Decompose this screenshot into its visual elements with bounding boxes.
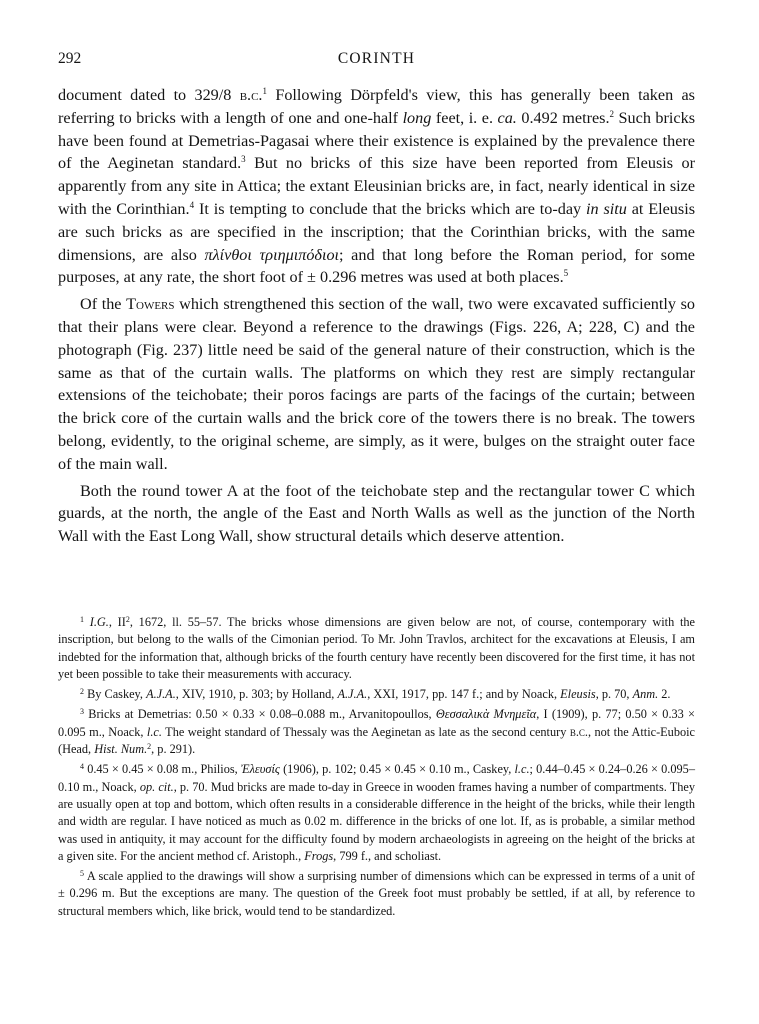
footnote-ref-4: 4 [189,199,195,210]
footnote-4: $^4$ 0.45 × 0.45 × 0.08 m., Philios, Ἐλευσίς (1906), p. 102; 0.45 × 0.45 × 0.10 m., Caskey, l.c.; 0.44–0.45 × 0.24–0.26 × 0.095–0.10 m., Noack, op. cit., p. 70. Mud bricks are made to-day in Greece in wooden frames having a number of compartments. They are usually open at top and bottom, which often results in a considerable difference in the height of the bricks, while their length and width are regular. I have noticed as much as 0.02 m. difference in the bricks of one lot. If, as is probable, a similar method was used in antiquity, it may account for the difficulty found by modern archaeologists in agreeing on the height of the bricks at a given site. For the ancient method cf. Aristoph., Frogs, 799 f., and scholiast. [58,762,695,863]
paragraph-2: Of the Towers which strengthened this section of the wall, two were excavated sufficiently so that their plans were clear. Beyond a reference to the drawings (Figs. 226, A; 228, C) and the photograph (Fig. 237) little need be said of the general nature of their construction, which is the same as that of the curtain walls. The platforms on which they rest are simply rectangular extensions of the teichobate; their poros facings are parts of the facings of the curtain; between the brick core of the curtain walls and the brick core of the towers there is no break. The towers belong, evidently, to the original scheme, are simply, as it were, bulges on the straight outer face of the main wall. [58,295,695,473]
footnote-5: $^5$ A scale applied to the drawings will show a surprising number of dimensions which can be expressed in terms of a unit of ± 0.296 m. But the exceptions are many. The question of the Greek foot must probably be settled, if at all, by reference to structural members which, like brick, would tend to be standardized. [58,869,695,918]
page-number: 292 [58,50,82,67]
page-header [58,50,695,72]
footnote-ref-2: 2 [609,108,615,119]
greek-phrase: πλίνθοι τριημιπόδιοι [204,245,340,264]
paragraph-3: Both the round tower A at the foot of the teichobate step and the rectangular tower C which guards, at the north, the angle of the East and North Walls as well as the junction of the North Wall with the East Long Wall, show structural details which deserve attention. [58,481,695,546]
footnote-3: $^3$ Bricks at Demetrias: 0.50 × 0.33 × 0.08–0.088 m., Arvanitopoullos, Θεσσαλικὰ Μνημεῖα, I (1909), p. 77; 0.50 × 0.33 × 0.095 m., Noack, l.c. The weight standard of Thessaly was the Aeginetan as late as the second century b.c., not the Attic-Euboic (Head, Hist. Num.$^2$, p. 291). [58,707,695,757]
footnote-1: $^1$ I.G., $II^2$, 1672, ll. 55–57. The bricks whose dimensions are given below are not, of course, contemporary with the inscription, but belong to the walls of the Cimonian period. To Mr. John Travlos, architect for the excavations at Eleusis, I am indebted for the information that, although bricks of the fourth century have recently been discovered for the first time, it has not yet been possible to take their measurements with accuracy. [58,615,695,681]
body-text [58,84,695,552]
footnote-ref-1: 1 [262,86,267,96]
footnote-2: $^2$ By Caskey, A.J.A., XIV, 1910, p. 303; by Holland, A.J.A., XXI, 1917, pp. 147 f.; and by Noack, Eleusis, p. 70, Anm. 2. [80,687,671,702]
running-head: CORINTH [337,50,416,67]
paragraph-1: document dated to 329/8 b.c.$^1$ Following Dörpfeld's view, this has generally been taken as referring to bricks with a length of one and one-half long feet, i. e. ca. 0.492 metres.$^2$ Such bricks have been found at Demetrias-Pagasai where their existence is explained by the prevalence there of the Aeginetan standard.$^3$ But no bricks of this size have been reported from Eleusis or apparently from any site in Attica; the extant Eleusinian bricks are, in fact, nearly identical in size with the Corinthian.$^4$ It is tempting to conclude that the bricks which are to-day in situ at Eleusis are such bricks as are specified in the inscription; that the Corinthian bricks, with the same dimensions, are also πλίνθοι τριημιπόδιοι; and that long before the Roman period, for some purposes, at any rate, the short foot of ± 0.296 metres was used at both places.$^5$ [58,86,695,287]
footnotes [58,614,695,923]
footnote-ref-5: 5 [563,268,569,279]
footnote-ref-3: 3 [241,154,246,165]
